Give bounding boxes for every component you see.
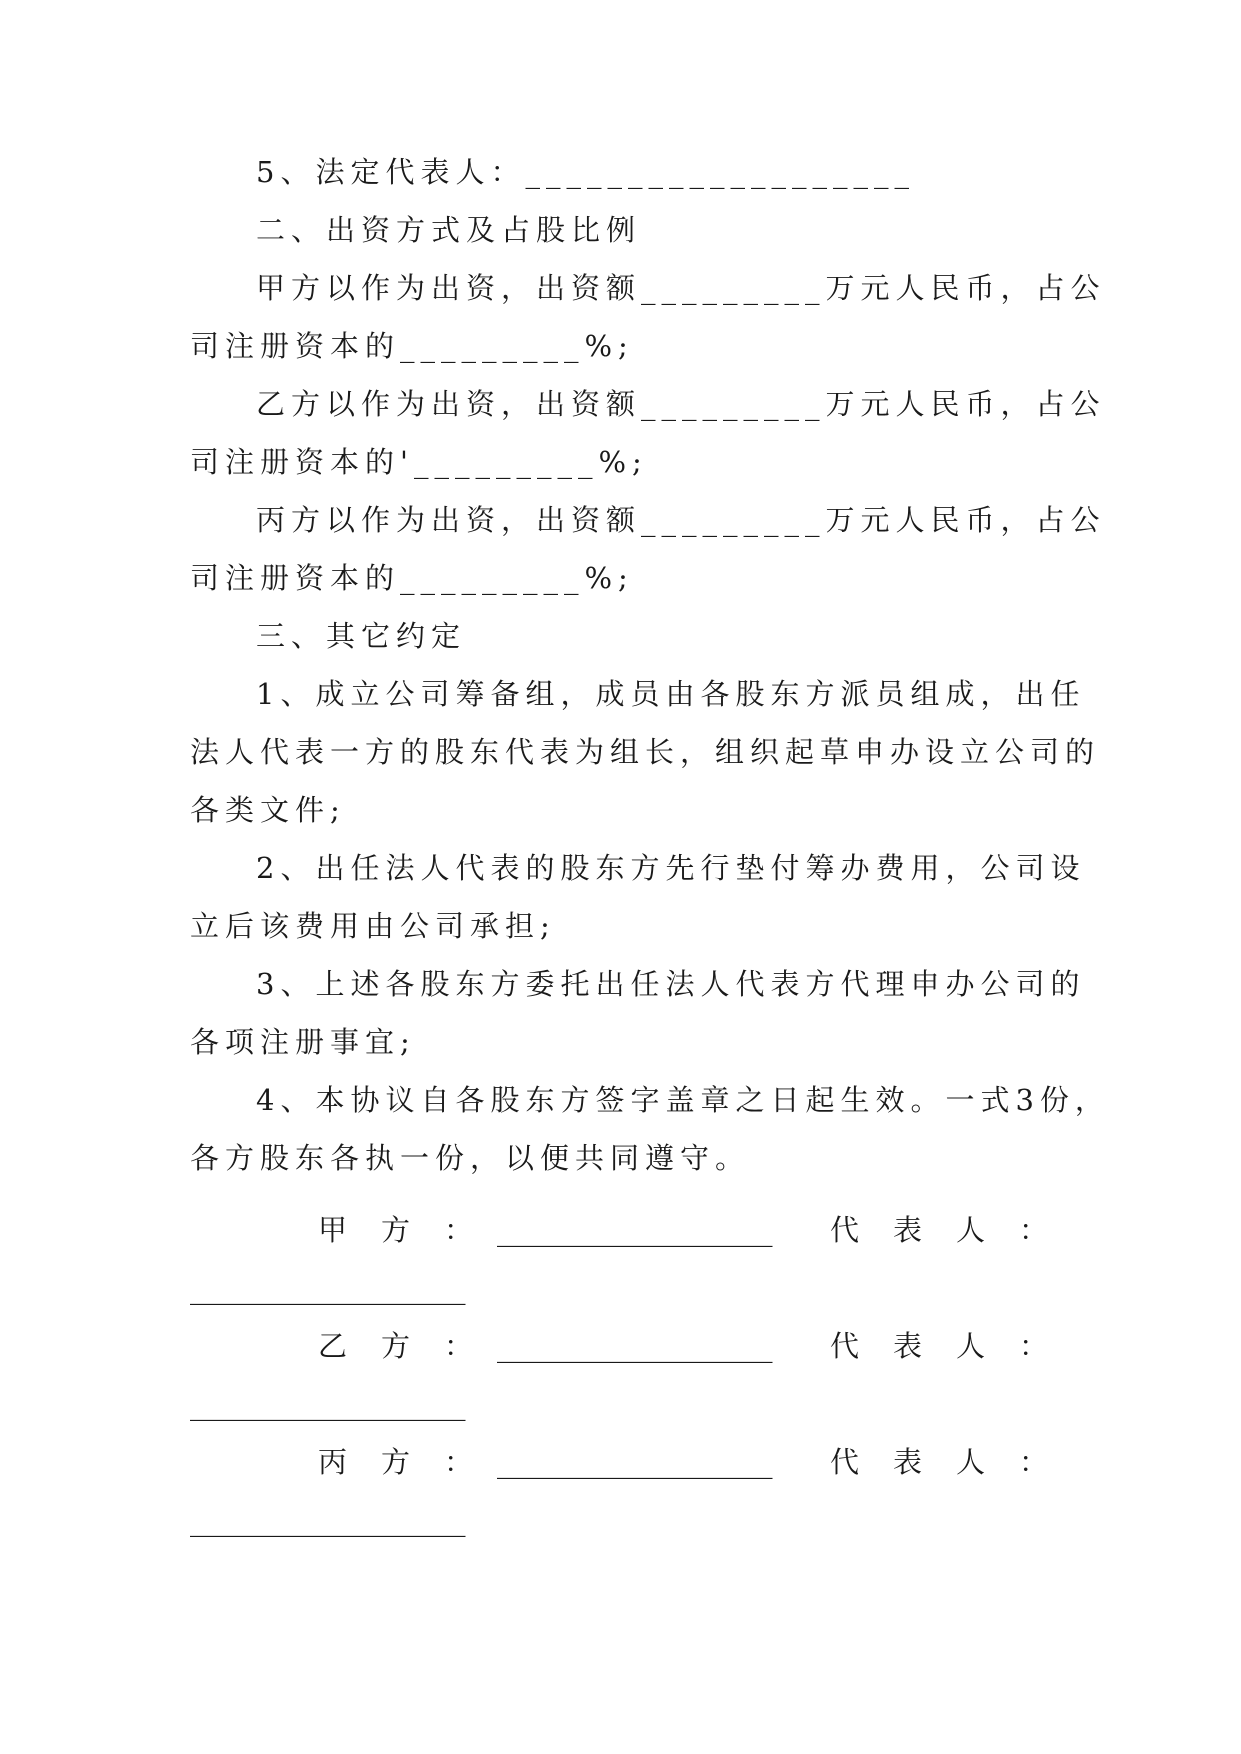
signature-party-c-blank: ___________________: [497, 1445, 773, 1479]
party-b-contribution-line-2: 司注册资本的'_________%;: [190, 445, 648, 479]
clause-1-line-2: 法人代表一方的股东代表为组长，组织起草申办设立公司的: [190, 735, 1101, 769]
clause-3-line-2: 各项注册事宜;: [190, 1025, 416, 1059]
signature-party-c-rep-blank: ___________________: [190, 1503, 466, 1537]
signature-party-a-rep-label: 代表人：: [830, 1213, 1083, 1247]
clause-1-line-3: 各类文件;: [190, 793, 346, 827]
signature-party-c-rep-label: 代表人：: [830, 1445, 1083, 1479]
clause-1-line-1: 1、成立公司筹备组，成员由各股东方派员组成，出任: [256, 677, 1086, 711]
clause-4-line-1: 4、本协议自各股东方签字盖章之日起生效。一式3份，: [256, 1083, 1110, 1117]
signature-party-b-blank: ___________________: [497, 1329, 773, 1363]
clause-2-line-2: 立后该费用由公司承担;: [190, 909, 556, 943]
clause-3-line-1: 3、上述各股东方委托出任法人代表方代理申办公司的: [256, 967, 1086, 1001]
section-3-heading: 三、其它约定: [256, 619, 467, 653]
party-a-contribution-line-2: 司注册资本的_________%;: [190, 329, 634, 363]
clause-2-line-1: 2、出任法人代表的股东方先行垫付筹办费用，公司设: [256, 851, 1086, 885]
signature-party-a-blank: ___________________: [497, 1213, 773, 1247]
signature-party-b-rep-blank: ___________________: [190, 1387, 466, 1421]
section-2-heading: 二、出资方式及占股比例: [256, 213, 642, 247]
signature-party-a-rep-blank: ___________________: [190, 1271, 466, 1305]
signature-party-b-rep-label: 代表人：: [830, 1329, 1083, 1363]
legal-representative-line: 5、法定代表人：___________________: [256, 155, 915, 189]
signature-party-a-label: 甲方：: [318, 1213, 508, 1247]
party-c-contribution-line-2: 司注册资本的_________%;: [190, 561, 634, 595]
party-a-contribution-line-1: 甲方以作为出资，出资额_________万元人民币，占公: [256, 271, 1106, 305]
clause-4-line-2: 各方股东各执一份，以便共同遵守。: [190, 1141, 751, 1175]
signature-party-b-label: 乙方：: [318, 1329, 508, 1363]
party-b-contribution-line-1: 乙方以作为出资，出资额_________万元人民币，占公: [256, 387, 1106, 421]
party-c-contribution-line-1: 丙方以作为出资，出资额_________万元人民币，占公: [256, 503, 1106, 537]
signature-party-c-label: 丙方：: [318, 1445, 508, 1479]
